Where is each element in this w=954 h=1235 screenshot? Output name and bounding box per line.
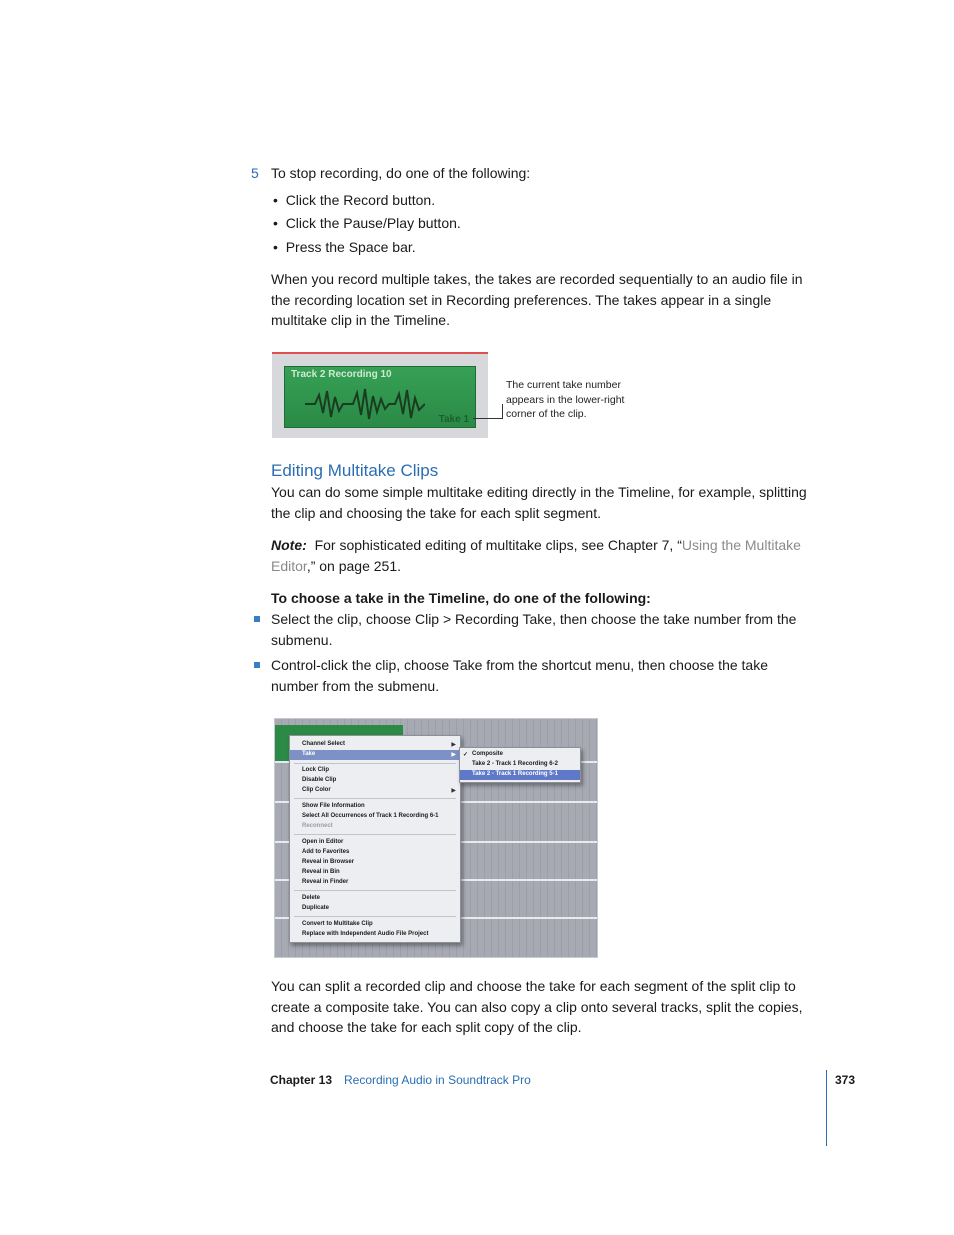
footer-chapter-label: Chapter 13	[270, 1073, 333, 1087]
callout-line-3: corner of the clip.	[506, 408, 587, 420]
menu-item-channel-select[interactable]: Channel Select	[302, 741, 346, 747]
menu-highlight	[290, 750, 460, 760]
note-label: Note:	[271, 537, 307, 553]
footer-chapter-title: Recording Audio in Soundtrack Pro	[344, 1073, 531, 1087]
menu-item-select-all[interactable]: Select All Occurrences of Track 1 Recording 6-1	[302, 813, 439, 819]
menu-separator	[294, 890, 456, 891]
menu-item-add-to-favorites[interactable]: Add to Favorites	[302, 849, 350, 855]
menu-item-replace[interactable]: Replace with Independent Audio File Project	[302, 931, 429, 937]
menu-item-show-file-info[interactable]: Show File Information	[302, 803, 365, 809]
note-post: ,” on page 251.	[306, 557, 401, 574]
square-bullet-icon	[254, 662, 260, 668]
menu-item-disable-clip[interactable]: Disable Clip	[302, 777, 337, 783]
clip-figure	[272, 352, 488, 438]
callout-line	[473, 418, 503, 419]
callout-tick	[502, 404, 503, 419]
callout-text	[506, 378, 624, 422]
menu-item-take[interactable]: Take	[302, 751, 316, 757]
menu-item-reveal-in-bin[interactable]: Reveal in Bin	[302, 869, 340, 875]
note-paragraph	[271, 535, 821, 576]
timeline-figure	[274, 718, 598, 958]
menu-item-duplicate[interactable]: Duplicate	[302, 905, 330, 911]
note-pre: For sophisticated editing of multitake clips, see Chapter 7, “	[314, 537, 682, 553]
task-item: Control-click the clip, choose Take from the shortcut menu, then choose the take number from the submenu.	[271, 657, 768, 694]
bullet-item: • Press the Space bar.	[273, 239, 416, 255]
menu-item-clip-color[interactable]: Clip Color	[302, 787, 331, 793]
menu-item-reconnect: Reconnect	[302, 823, 333, 829]
menu-item-convert[interactable]: Convert to Multitake Clip	[302, 921, 373, 927]
submenu-item-composite[interactable]: Composite	[472, 751, 504, 757]
callout-line-1: The current take number	[506, 379, 621, 391]
bullet-text: Click the Record button.	[285, 192, 436, 208]
bullet-text: Click the Pause/Play button.	[285, 215, 461, 231]
section-intro: You can do some simple multitake editing directly in the Timeline, for example, splitting the clip and choosing the take for each split segment.	[271, 484, 807, 521]
submenu-arrow-icon: ▶	[451, 788, 456, 794]
waveform-icon	[305, 387, 425, 421]
page-number: 373	[835, 1073, 856, 1087]
submenu-item-take[interactable]: Take 2 - Track 1 Recording 6-2	[472, 761, 558, 767]
menu-separator	[294, 834, 456, 835]
menu-item-lock-clip[interactable]: Lock Clip	[302, 767, 330, 773]
bullet-text: Press the Space bar.	[285, 239, 416, 255]
bullet-item: • Click the Pause/Play button.	[273, 215, 461, 231]
clip-take-label: Take 1	[438, 414, 469, 425]
menu-item-delete[interactable]: Delete	[302, 895, 321, 901]
task-heading: To choose a take in the Timeline, do one of the following:	[271, 590, 651, 606]
paragraph-recording: When you record multiple takes, the takes are recorded sequentially to an audio file in the recording location set in Recording preferences. The takes appear in a single multitake clip in the Timeline.	[271, 271, 803, 328]
menu-item-open-in-editor[interactable]: Open in Editor	[302, 839, 344, 845]
submenu-arrow-icon: ▶	[451, 752, 456, 758]
submenu-item-take[interactable]: Take 2 - Track 1 Recording 5-1	[472, 771, 558, 777]
checkmark-icon: ✓	[463, 752, 469, 758]
bullet-item: • Click the Record button.	[273, 192, 436, 208]
task-item: Select the clip, choose Clip > Recording Take, then choose the take number from the submenu.	[271, 611, 797, 648]
callout-line-2: appears in the lower-right	[506, 393, 625, 406]
clip-title: Track 2 Recording 10	[291, 369, 392, 380]
step-number: 5	[251, 165, 259, 181]
context-menu	[289, 735, 461, 943]
paragraph-split: You can split a recorded clip and choose the take for each segment of the split clip to create a composite take. You can also copy a clip onto several tracks, split the copies, and choose the take for each split copy of the clip.	[271, 978, 803, 1035]
submenu-arrow-icon: ▶	[451, 742, 456, 748]
note-link[interactable]: Using the Multitake Editor	[271, 537, 801, 574]
menu-item-reveal-in-browser[interactable]: Reveal in Browser	[302, 859, 355, 865]
footer-rule	[826, 1070, 827, 1146]
section-heading: Editing Multitake Clips	[271, 461, 439, 480]
menu-separator	[294, 798, 456, 799]
menu-separator	[294, 916, 456, 917]
take-submenu	[459, 747, 581, 783]
step-text: To stop recording, do one of the following:	[271, 165, 531, 181]
menu-separator	[294, 763, 456, 764]
square-bullet-icon	[254, 616, 260, 622]
menu-item-reveal-in-finder[interactable]: Reveal in Finder	[302, 879, 349, 885]
multitake-clip	[284, 366, 476, 428]
